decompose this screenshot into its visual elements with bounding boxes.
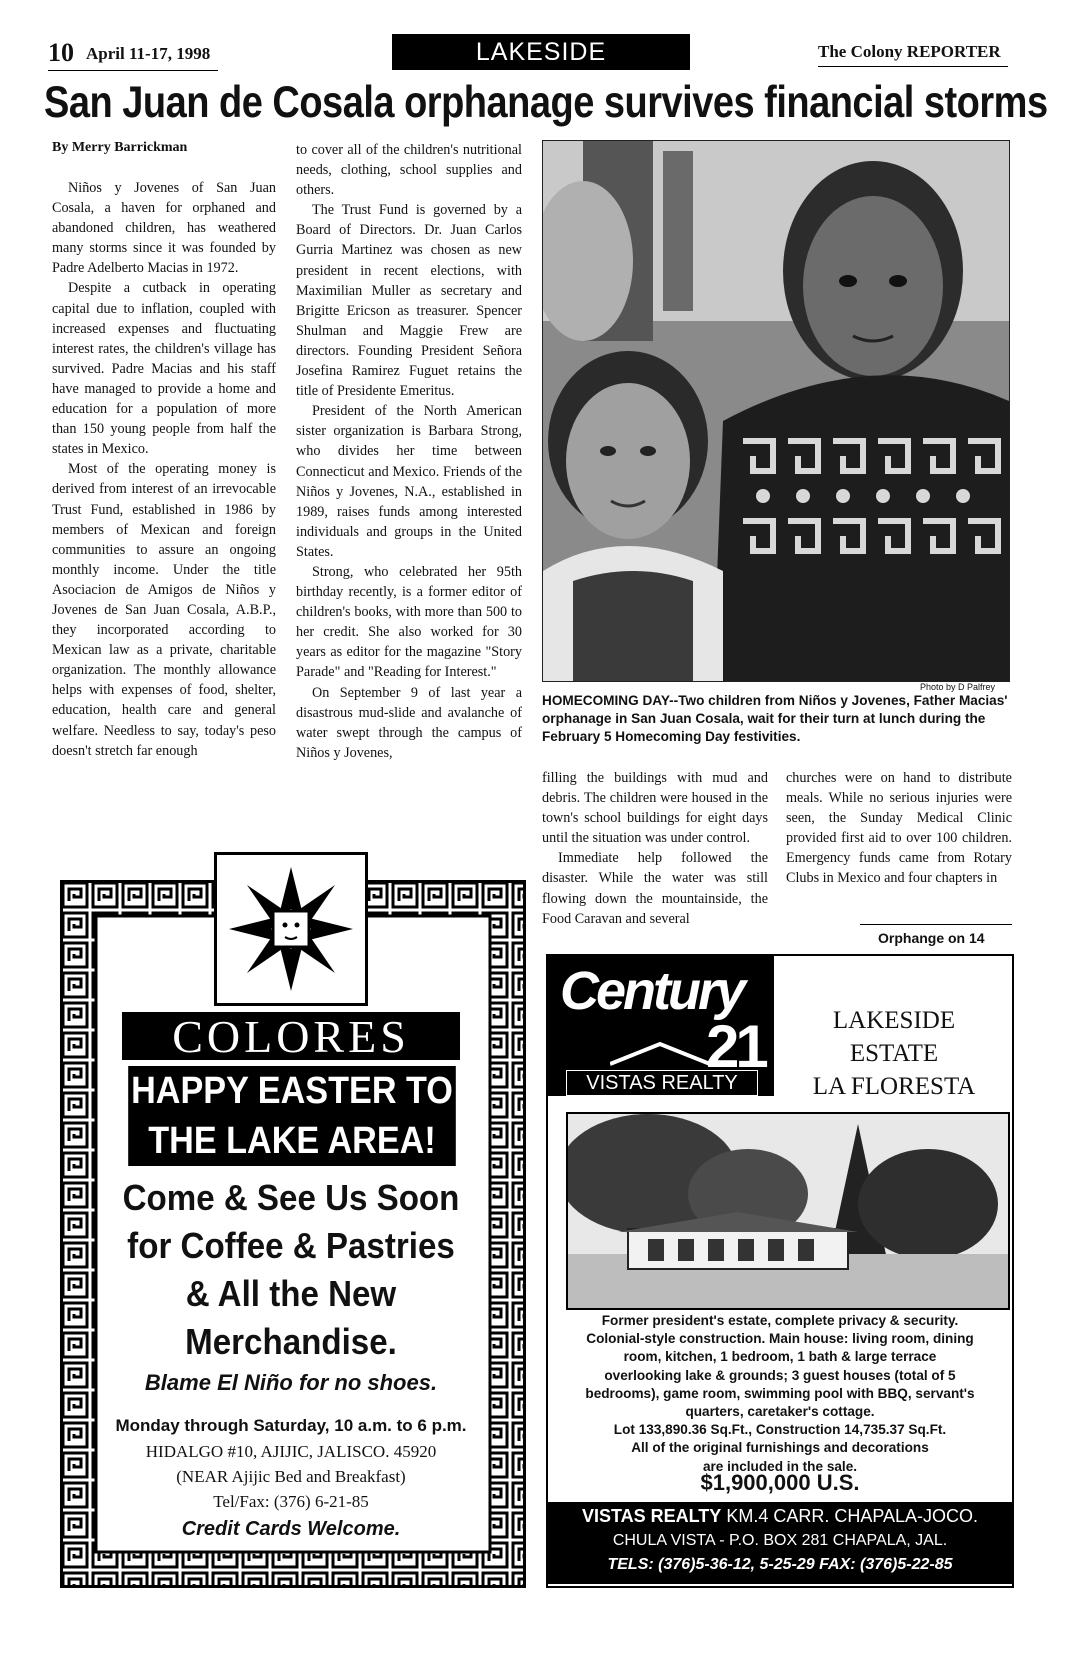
store-phone: Tel/Fax: (376) 6-21-85 <box>213 1492 369 1511</box>
header-rule-right <box>818 66 1008 67</box>
easter-greeting <box>128 1066 456 1166</box>
store-name: COLORES <box>122 1012 460 1060</box>
article-column-3 <box>542 768 768 929</box>
invite-line: Merchandise. <box>185 1321 397 1362</box>
store-address-note: (NEAR Ajijic Bed and Breakfast) <box>176 1467 406 1486</box>
photo-illustration <box>543 141 1009 681</box>
brokerage-bold: VISTAS REALTY <box>581 1506 722 1526</box>
photo-caption: HOMECOMING DAY--Two children from Niños y Jovenes, Father Macias' orphanage in San Juan Cosala, wait for their turn at lunch during the February 5 Homecoming Day festivities. <box>542 693 1008 744</box>
invite-line: for Coffee & Pastries <box>127 1225 455 1266</box>
paragraph: to cover all of the children's nutritional needs, clothing, school supplies and others. <box>296 142 522 199</box>
paragraph: Most of the operating money is derived from interest of an irrevocable Trust Fund, established in 1986 by members of Mexican and foreign communities to assure an ongoing monthly income. Under the title Asociacion de Amigos de Niños y Jovenes de San Juan Cosala, A.B.P., they incorporated according to Mexican law as a private, charitable organization. The monthly allowance helps with expenses of food, shelter, education, health care and general welfare. Needless to say, today's peso doesn't stretch far enough <box>52 461 276 759</box>
contact-line-1 <box>548 1506 1012 1527</box>
greeting-line: HAPPY EASTER TO <box>131 1070 453 1112</box>
brokerage-location: KM.4 CARR. CHAPALA-JOCO. <box>726 1506 979 1526</box>
contact-phones: TELS: (376)5-36-12, 5-25-29 FAX: (376)5-22-85 <box>607 1556 953 1573</box>
paragraph: churches were on hand to distribute meals. While no serious injuries were seen, the Sunday Medical Clinic provided first aid to over 100 children. Emergency funds came from Rotary Clubs in Mexico and four chapters in <box>786 770 1012 887</box>
colores-logo <box>214 852 368 1006</box>
issue-date: April 11-17, 1998 <box>86 44 211 63</box>
tagline: Blame El Niño for no shoes. <box>144 1370 438 1395</box>
title-line: ESTATE <box>849 1040 939 1067</box>
desc-line: All of the original furnishings and decorations <box>631 1440 929 1456</box>
headline: San Juan de Cosala orphanage survives financial storms <box>44 78 1048 128</box>
header-rule-left <box>48 70 218 71</box>
listing-price: $1,900,000 U.S. <box>700 1470 860 1495</box>
paragraph: Immediate help followed the disaster. While the water was still flowing down the mountainside, the Food Caravan and several <box>542 850 768 927</box>
jump-rule <box>860 924 1012 925</box>
paragraph: Despite a cutback in operating capital due to inflation, coupled with increased expenses and fluctuating interest rates, the children's village has survived. Padre Macias and his staff have managed to provide a home and education for a population of more than 150 young people from half the states in Mexico. <box>52 280 276 458</box>
desc-line: bedrooms), game room, swimming pool with BBQ, servant's <box>585 1385 975 1401</box>
desc-line: quarters, caretaker's cottage. <box>685 1404 875 1420</box>
article-column-2 <box>296 140 522 763</box>
continued-jump-line[interactable]: Orphange on 14 <box>878 930 985 946</box>
paragraph: Strong, who celebrated her 95th birthday recently, is a former editor of children's books, with more than 500 to her credit. She also worked for 30 years as editor for the magazine "Story Parade" and "Reading for Interest." <box>296 563 522 681</box>
logo-wordmark: Century <box>560 961 744 1021</box>
contact-line-2: CHULA VISTA - P.O. BOX 281 CHAPALA, JAL. <box>612 1532 948 1549</box>
paragraph: filling the buildings with mud and debris. The children were housed in the town's school buildings for eight days until the situation was under control. <box>542 770 768 847</box>
desc-line: Lot 133,890.36 Sq.Ft., Construction 14,735.37 Sq.Ft. <box>613 1422 947 1438</box>
paragraph: President of the North American sister organization is Barbara Strong, who divides her time between Connecticut and Mexico. Friends of the Niños y Jovenes, N.A., established in 1989, raises funds among interested individuals and groups in the United States. <box>296 403 522 560</box>
house-roof-icon <box>610 1040 710 1066</box>
desc-line: are included in the sale. <box>702 1458 858 1474</box>
estate-illustration <box>568 1114 1008 1308</box>
desc-line: room, kitchen, 1 bedroom, 1 bath & large terrace <box>623 1349 937 1365</box>
article-column-1 <box>52 178 276 761</box>
byline: By Merry Barrickman <box>52 140 188 155</box>
desc-line: Former president's estate, complete privacy & security. <box>601 1313 959 1328</box>
title-line: LAKESIDE <box>832 1007 956 1034</box>
paragraph: Niños y Jovenes of San Juan Cosala, a haven for orphaned and abandoned children, has weathered many storms since it was founded by Padre Adelberto Macias in 1972. <box>52 180 276 277</box>
invite-line: Come & See Us Soon <box>122 1177 460 1218</box>
sun-star-icon <box>217 855 365 1003</box>
brokerage-name: VISTAS REALTY <box>566 1070 758 1096</box>
page-number: 10 <box>48 38 74 67</box>
section-banner: LAKESIDE <box>392 34 690 70</box>
invite-text <box>112 1174 471 1366</box>
store-address: HIDALGO #10, AJIJIC, JALISCO. 45920 <box>145 1442 437 1461</box>
greeting-line: THE LAKE AREA! <box>148 1120 436 1162</box>
logo-number: 21 <box>706 1013 765 1080</box>
desc-line: overlooking lake & grounds; 3 guest houses (total of 5 <box>604 1367 956 1383</box>
paragraph: On September 9 of last year a disastrous mud-slide and avalanche of water swept through the campus of Niños y Jovenes, <box>296 684 522 761</box>
credit-cards-note: Credit Cards Welcome. <box>181 1518 401 1540</box>
invite-line: & All the New <box>185 1273 397 1314</box>
photo-credit: Photo by D Palfrey <box>920 682 996 692</box>
desc-line: Colonial-style construction. Main house: living room, dining <box>586 1331 974 1347</box>
article-column-4 <box>786 768 1012 889</box>
estate-photo <box>566 1112 1010 1310</box>
listing-title <box>784 1004 1004 1103</box>
children-photo <box>542 140 1010 682</box>
title-line: LA FLORESTA <box>812 1073 976 1100</box>
paragraph: The Trust Fund is governed by a Board of Directors. Dr. Juan Carlos Gurria Martinez was chosen as new president in recent elections, with Maximilian Muller as secretary and Brigitte Ericson as treasurer. Spencer Shulman and Maggie Frew are directors. Founding President Señora Josefina Ramirez Fuguet retains the title of Presidente Emeritus. <box>296 202 522 400</box>
publication-name: The Colony REPORTER <box>818 42 1001 61</box>
listing-description <box>560 1312 1000 1476</box>
store-hours: Monday through Saturday, 10 a.m. to 6 p.m. <box>115 1416 467 1435</box>
